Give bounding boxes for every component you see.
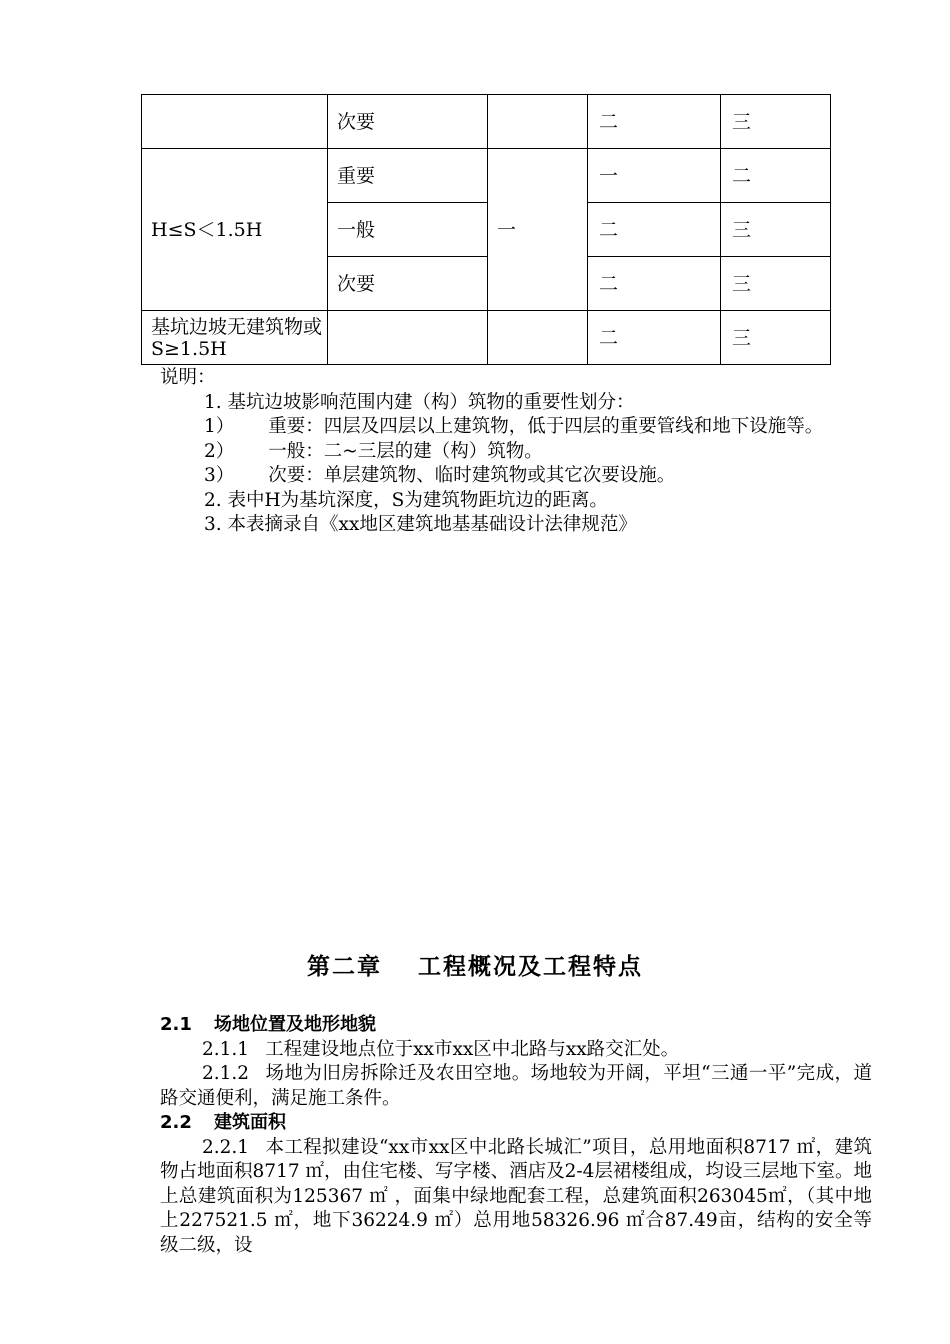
subitem-number: 3） bbox=[204, 465, 235, 486]
table-cell: 二 bbox=[588, 203, 721, 257]
section-title: 场地位置及地形地貌 bbox=[214, 1014, 376, 1035]
paragraph-2-1-2 bbox=[160, 1062, 872, 1111]
table-cell bbox=[488, 95, 588, 149]
note-subitem-2 bbox=[160, 440, 872, 465]
note-subitem-1 bbox=[160, 415, 872, 440]
table-cell: 二 bbox=[721, 149, 831, 203]
chapter-number: 第二章 bbox=[307, 954, 382, 980]
table-cell: 次要 bbox=[328, 257, 488, 311]
paragraph-2-2-1 bbox=[160, 1136, 872, 1259]
table-row bbox=[142, 149, 831, 203]
table-cell: 基坑边坡无建筑物或S≥1.5H bbox=[142, 311, 328, 365]
table-cell bbox=[328, 311, 488, 365]
note-subitem-3 bbox=[160, 464, 872, 489]
table-cell: 三 bbox=[721, 95, 831, 149]
safety-grade-table bbox=[141, 94, 831, 365]
notes-heading: 说明： bbox=[160, 367, 216, 388]
paragraph-number: 2.1.1 bbox=[202, 1038, 250, 1060]
paragraph-text: 本工程拟建设“xx市xx区中北路长城汇”项目，总用地面积8717 ㎡，建筑物占地面积8717 ㎡，由住宅楼、写字楼、酒店及2-4层裙楼组成，均设三层地下室。地上总建筑面积为125367 ㎡ ，面集中绿地配套工程，总建筑面积263045㎡，（其中地上227521.5 ㎡，地下36224.9 ㎡）总用地58326.96 ㎡合87.49亩，结构的安全等级二级，设 bbox=[160, 1136, 872, 1256]
table-row bbox=[142, 95, 831, 149]
table-cell: 次要 bbox=[328, 95, 488, 149]
section-number: 2.1 bbox=[160, 1014, 192, 1035]
subitem-number: 1） bbox=[204, 416, 235, 437]
paragraph-number: 2.2.1 bbox=[202, 1136, 250, 1158]
table-cell: 二 bbox=[588, 257, 721, 311]
paragraph-text: 场地为旧房拆除迁及农田空地。场地较为开阔，平坦“三通一平”完成，道路交通便利，满足施工条件。 bbox=[160, 1063, 872, 1109]
table-cell-distance-range: H≤S＜1.5H bbox=[142, 149, 328, 311]
note-item-1: 1. 基坑边坡影响范围内建（构）筑物的重要性划分： bbox=[204, 391, 635, 413]
section-title: 建筑面积 bbox=[214, 1112, 286, 1133]
chapter-title bbox=[0, 948, 950, 981]
table-cell: 三 bbox=[721, 257, 831, 311]
table-notes bbox=[160, 366, 872, 538]
subitem-text: 次要：单层建筑物、临时建筑物或其它次要设施。 bbox=[268, 465, 676, 486]
table-cell bbox=[488, 311, 588, 365]
subitem-text: 一般：二~三层的建（构）筑物。 bbox=[268, 440, 543, 462]
section-number: 2.2 bbox=[160, 1112, 192, 1133]
table-cell: 二 bbox=[588, 311, 721, 365]
section-heading-2-2 bbox=[160, 1111, 872, 1136]
paragraph-number: 2.1.2 bbox=[202, 1063, 250, 1084]
table-cell: 一 bbox=[588, 149, 721, 203]
table-cell: 二 bbox=[588, 95, 721, 149]
chapter-body bbox=[160, 1013, 872, 1258]
subitem-text: 重要：四层及四层以上建筑物，低于四层的重要管线和地下设施等。 bbox=[268, 416, 824, 437]
note-item-2: 2. 表中H为基坑深度，S为建筑物距坑边的距离。 bbox=[204, 489, 608, 511]
table-cell: 三 bbox=[721, 203, 831, 257]
section-heading-2-1 bbox=[160, 1013, 872, 1038]
table-row bbox=[142, 311, 831, 365]
chapter-name: 工程概况及工程特点 bbox=[418, 954, 643, 980]
paragraph-2-1-1 bbox=[160, 1038, 872, 1063]
subitem-number: 2） bbox=[204, 440, 235, 462]
table-cell: 重要 bbox=[328, 149, 488, 203]
note-item-3: 3. 本表摘录自《xx地区建筑地基基础设计法律规范》 bbox=[204, 514, 637, 535]
table-cell: 一般 bbox=[328, 203, 488, 257]
paragraph-text: 工程建设地点位于xx市xx区中北路与xx路交汇处。 bbox=[265, 1038, 680, 1060]
table-cell-grade: 一 bbox=[488, 149, 588, 311]
table-cell bbox=[142, 95, 328, 149]
table-cell: 三 bbox=[721, 311, 831, 365]
